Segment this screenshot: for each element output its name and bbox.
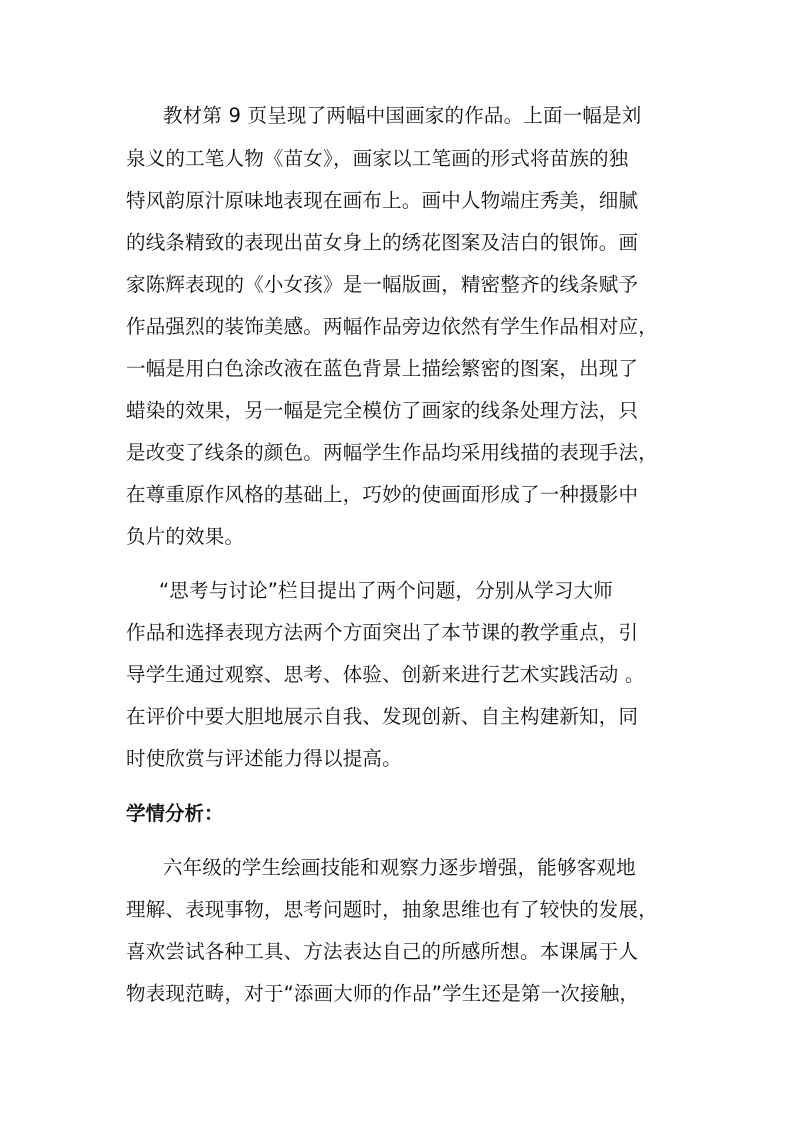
paragraph-3-line-4: 物表现范畴，对于“添画大师的作品”学生还是第一次接触， <box>126 982 640 1005</box>
section-heading-learning-analysis: 学情分析： <box>126 802 224 825</box>
paragraph-2-line-1: “思考与讨论”栏目提出了两个问题，分别从学习大师 <box>159 579 614 602</box>
paragraph-3-line-3: 喜欢尝试各种工具、方法表达自己的所感所想。本课属于人 <box>126 940 639 963</box>
paragraph-2-line-5: 时使欣赏与评述能力得以提高。 <box>126 747 402 770</box>
paragraph-1-line-7: 一幅是用白色涂改液在蓝色背景上描绘繁密的图案，出现了 <box>126 357 639 380</box>
paragraph-1-line-2: 泉义的工笔人物《苗女》，画家以工笔画的形式将苗族的独 <box>126 147 629 170</box>
paragraph-1-line-11: 负片的效果。 <box>126 525 245 548</box>
paragraph-1-line-1: 教材第 9 页呈现了两幅中国画家的作品。上面一幅是刘 <box>163 104 642 127</box>
paragraph-3-line-1: 六年级的学生绘画技能和观察力逐步增强，能够客观地 <box>163 856 636 879</box>
paragraph-1-line-4: 的线条精致的表现出苗女身上的绣花图案及洁白的银饰。画 <box>126 231 639 254</box>
paragraph-2-line-3: 导学生通过观察、思考、体验、创新来进行艺术实践活动 。 <box>126 663 645 686</box>
paragraph-1-line-8: 蜡染的效果，另一幅是完全模仿了画家的线条处理方法，只 <box>126 399 639 422</box>
paragraph-1-line-3: 特风韵原汁原味地表现在画布上。画中人物端庄秀美，细腻 <box>126 189 639 212</box>
paragraph-1-line-10: 在尊重原作风格的基础上，巧妙的使画面形成了一种摄影中 <box>126 483 639 506</box>
paragraph-1-line-6: 作品强烈的装饰美感。两幅作品旁边依然有学生作品相对应， <box>126 315 658 338</box>
paragraph-1-line-5: 家陈辉表现的《小女孩》是一幅版画，精密整齐的线条赋予 <box>126 273 639 296</box>
paragraph-2-line-2: 作品和选择表现方法两个方面突出了本节课的教学重点，引 <box>126 621 639 644</box>
paragraph-3-line-2: 理解、表现事物，思考问题时，抽象思维也有了较快的发展， <box>126 898 658 921</box>
paragraph-1-line-9: 是改变了线条的颜色。两幅学生作品均采用线描的表现手法， <box>126 441 658 464</box>
paragraph-2-line-4: 在评价中要大胆地展示自我、发现创新、自主构建新知，同 <box>126 705 639 728</box>
